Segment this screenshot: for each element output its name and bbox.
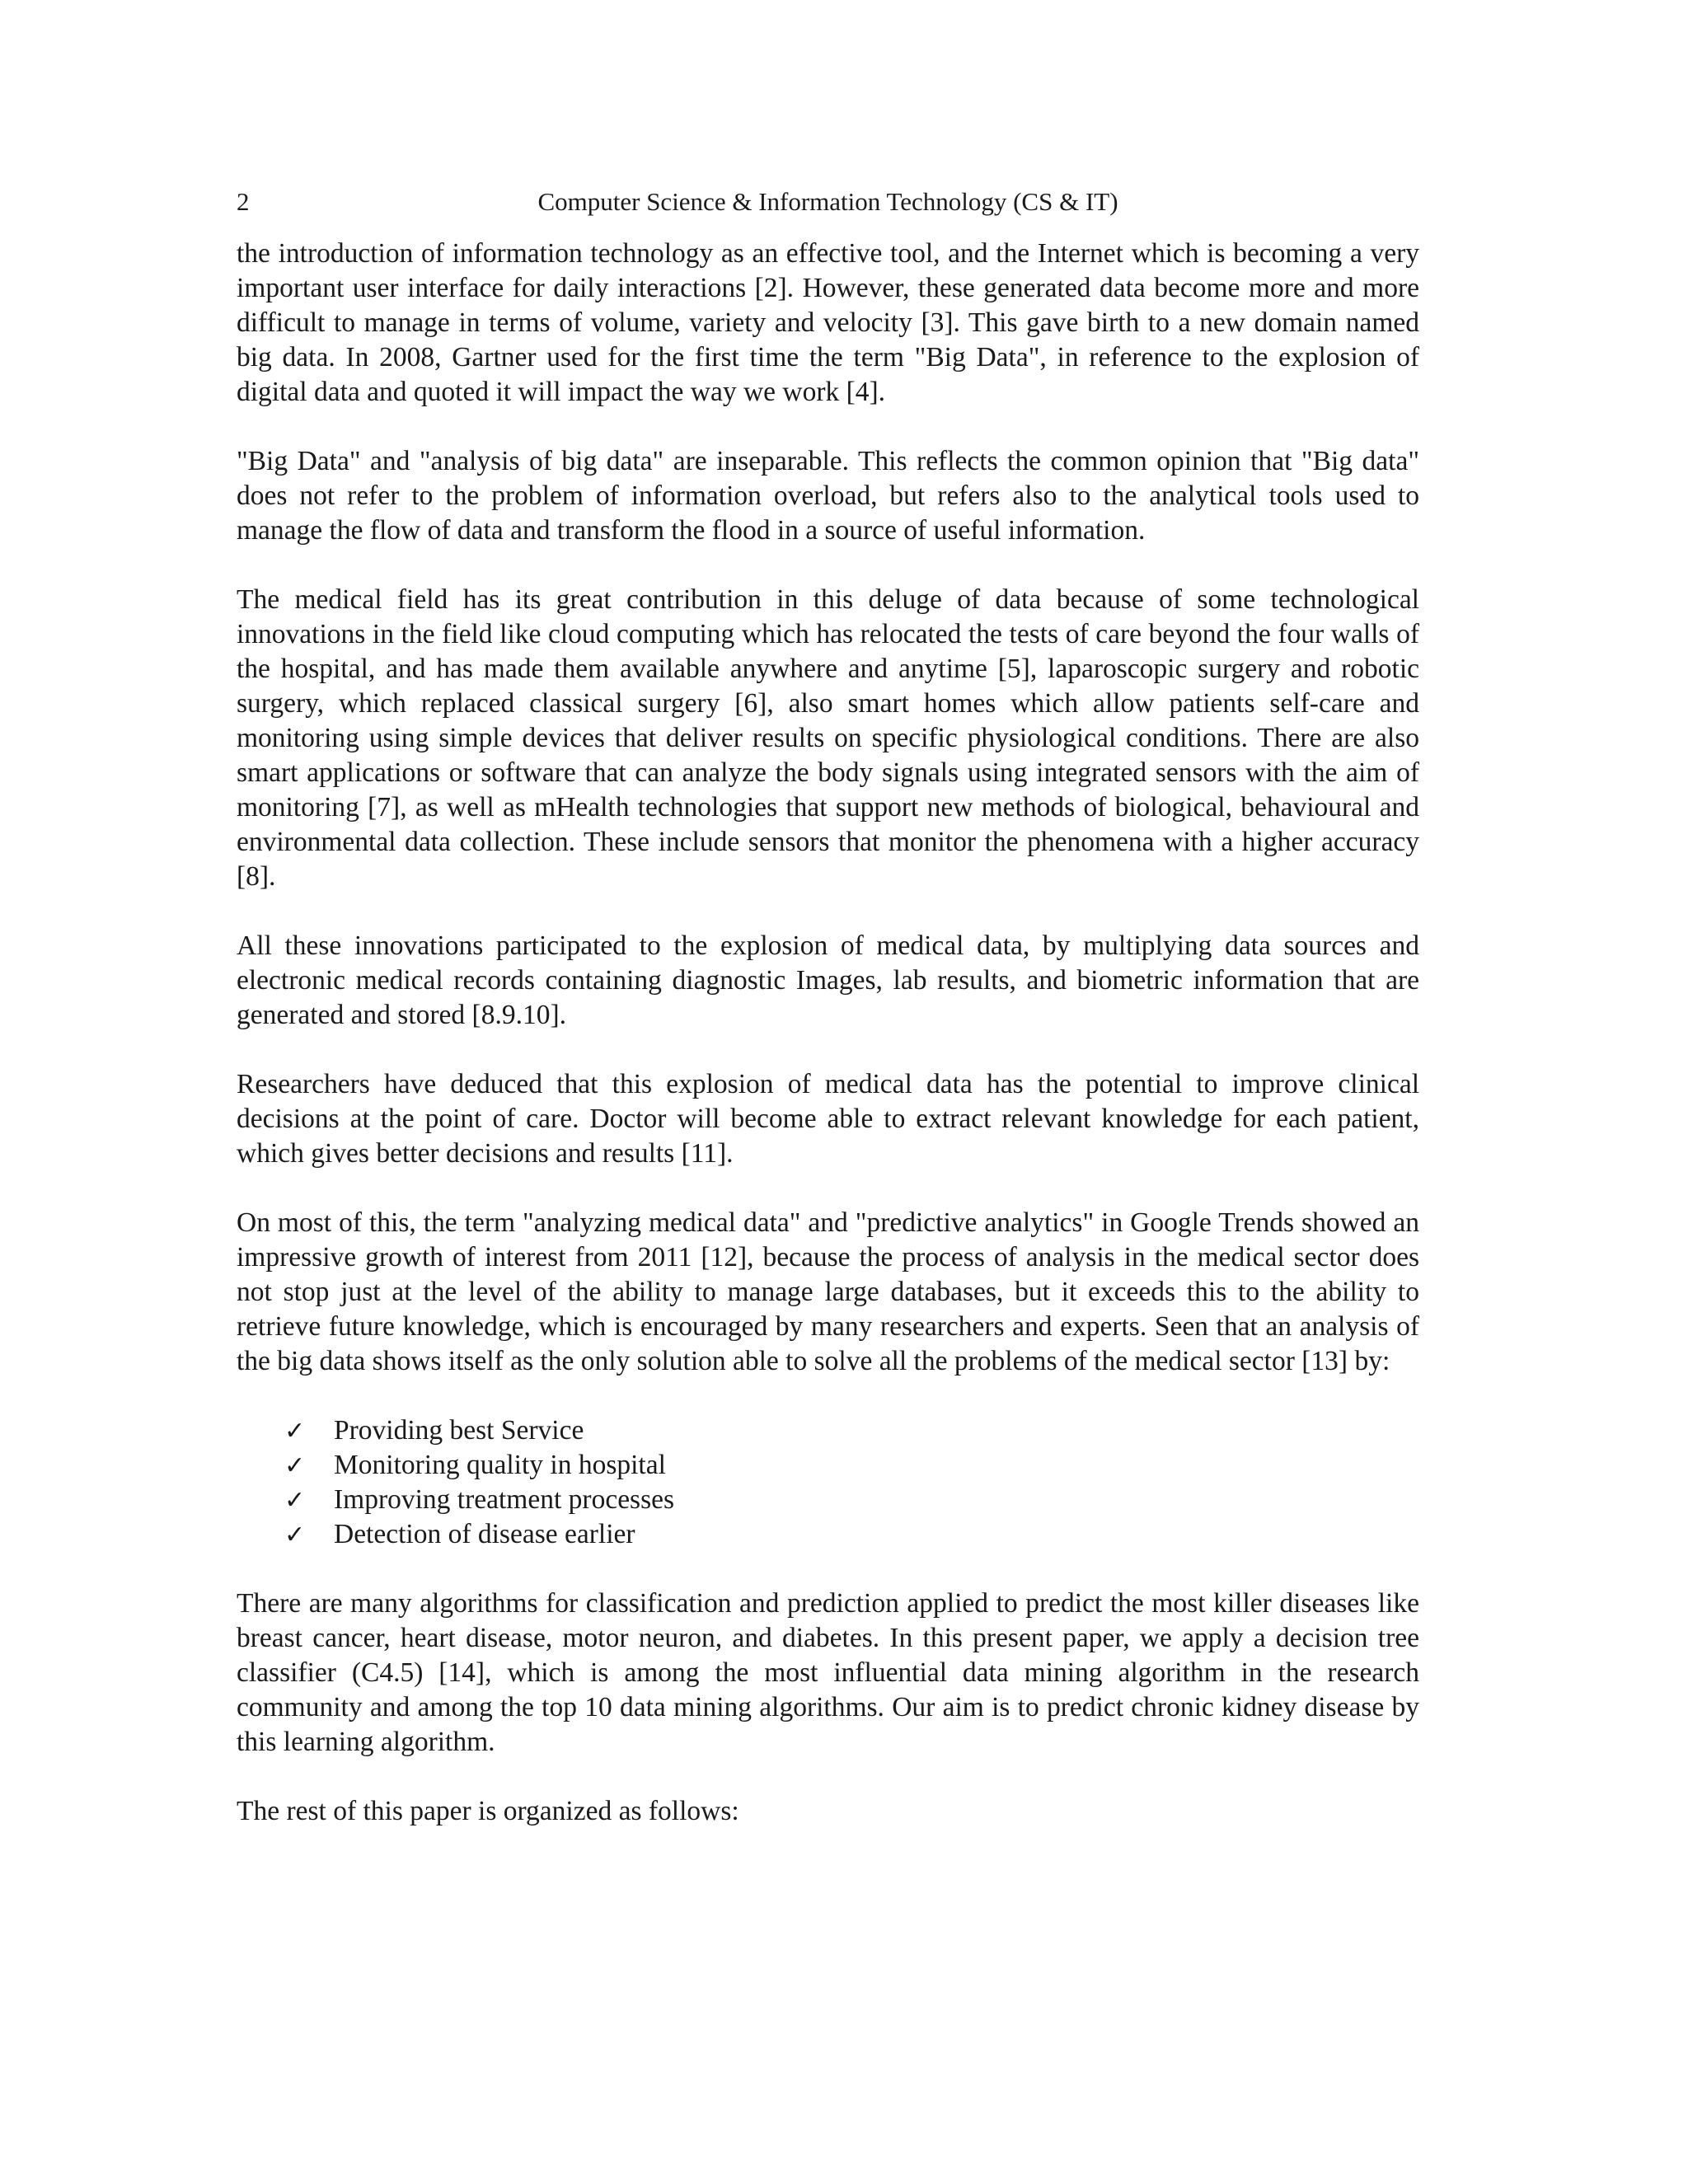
list-item: [284, 1413, 1419, 1448]
benefits-checklist: [237, 1413, 1419, 1552]
list-item-label: Detection of disease earlier: [334, 1519, 635, 1549]
checkmark-icon: ✓: [284, 1486, 306, 1515]
paragraph-organization: The rest of this paper is organized as follows:: [237, 1796, 739, 1826]
paragraph-medical-field: The medical field has its great contribution in this deluge of data because of some technological innovations in the field like cloud computing which has relocated the tests of care beyond the four walls of the hospital, and has made them available anywhere and anytime [5], laparoscopic surgery and robotic surgery, which replaced classical surgery [6], also smart homes which allow patients self-care and monitoring using simple devices that deliver results on specific physiological conditions. There are also smart applications or software that can analyze the body signals using integrated sensors with the aim of monitoring [7], as well as mHealth technologies that support new methods of biological, behavioural and environmental data collection. These include sensors that monitor the phenomena with a higher accuracy [8].: [237, 584, 1419, 892]
list-item: [284, 1448, 1419, 1483]
body-text: [237, 237, 1419, 1863]
list-item: [284, 1483, 1419, 1517]
list-item: [284, 1517, 1419, 1552]
list-item-label: Providing best Service: [334, 1415, 584, 1446]
checkmark-icon: ✓: [284, 1521, 306, 1549]
paragraph-algorithms: There are many algorithms for classification and prediction applied to predict the most killer diseases like breast cancer, heart disease, motor neuron, and diabetes. In this present paper, we apply a decision tree classifier (C4.5) [14], which is among the most influential data mining algorithm in the research community and among the top 10 data mining algorithms. Our aim is to predict chronic kidney disease by this learning algorithm.: [237, 1588, 1419, 1757]
checkmark-icon: ✓: [284, 1417, 306, 1446]
paragraph-researchers: Researchers have deduced that this explosion of medical data has the potential to improve clinical decisions at the point of care. Doctor will become able to extract relevant knowledge for each patient, which gives better decisions and results [11].: [237, 1069, 1419, 1169]
list-item-label: Monitoring quality in hospital: [334, 1450, 666, 1480]
checkmark-icon: ✓: [284, 1451, 306, 1480]
paragraph-big-data: "Big Data" and "analysis of big data" are inseparable. This reflects the common opinion that "Big data" does not refer to the problem of information overload, but refers also to the analytical tools used to manage the flow of data and transform the flood in a source of useful information.: [237, 446, 1419, 546]
running-head: [237, 183, 1419, 221]
page-number: 2: [237, 187, 250, 216]
journal-title: Computer Science & Information Technology (CS & IT): [537, 187, 1118, 216]
paragraph-intro: the introduction of information technology as an effective tool, and the Internet which is becoming a very important user interface for daily interactions [2]. However, these generated data become more and more difficult to manage in terms of volume, variety and velocity [3]. This gave birth to a new domain named big data. In 2008, Gartner used for the first time the term "Big Data", in reference to the explosion of digital data and quoted it will impact the way we work [4].: [237, 238, 1419, 407]
paragraph-google-trends: On most of this, the term "analyzing medical data" and "predictive analytics" in Google Trends showed an impressive growth of interest from 2011 [12], because the process of analysis in the medical sector does not stop just at the level of the ability to manage large databases, but it exceeds this to the ability to retrieve future knowledge, which is encouraged by many researchers and experts. Seen that an analysis of the big data shows itself as the only solution able to solve all the problems of the medical sector [13] by:: [237, 1207, 1419, 1376]
paragraph-innovations: All these innovations participated to the explosion of medical data, by multiplying data sources and electronic medical records containing diagnostic Images, lab results, and biometric information that are generated and stored [8.9.10].: [237, 930, 1419, 1030]
list-item-label: Improving treatment processes: [334, 1484, 675, 1515]
